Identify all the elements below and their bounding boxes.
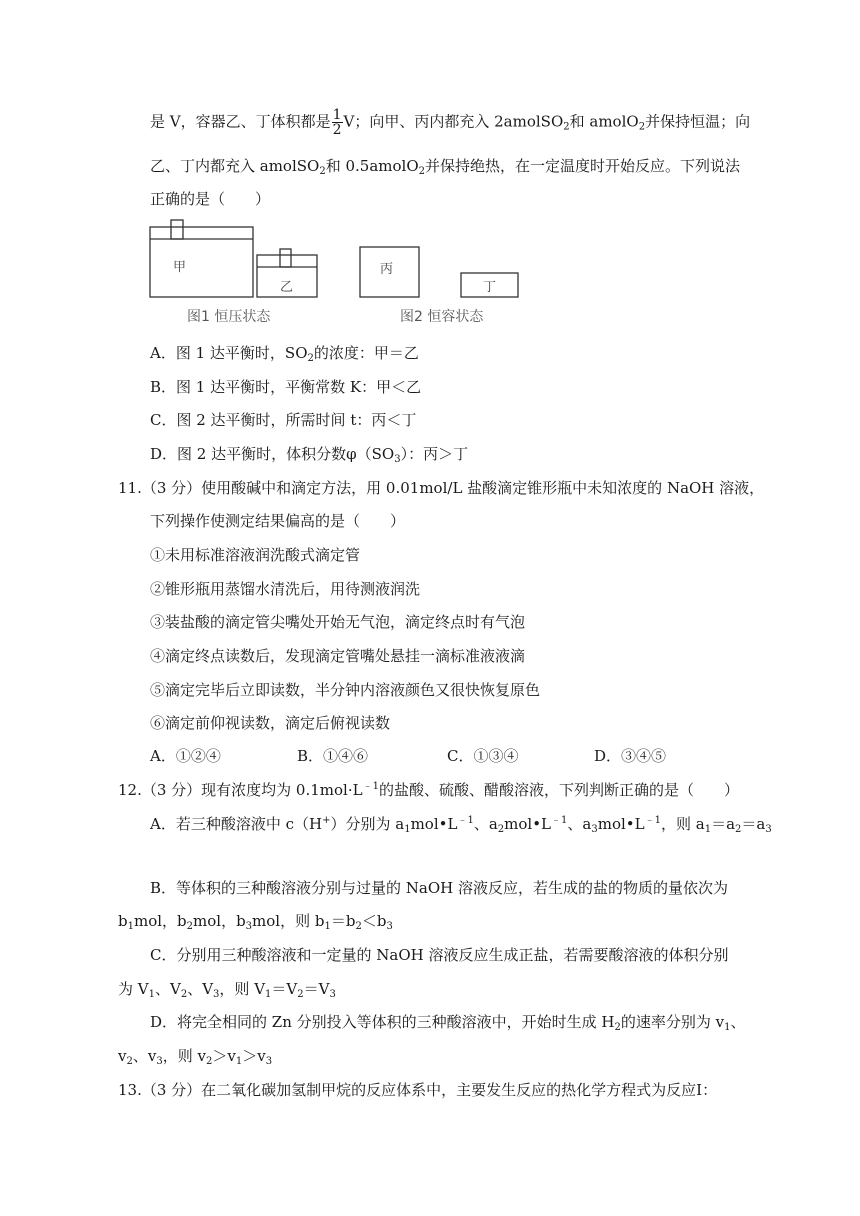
q11-option-d: D．③④⑤ (594, 747, 667, 765)
label-jia: 甲 (173, 260, 187, 275)
q11-option-a: A．①②④ (150, 747, 221, 765)
caption-fig2: 图2 恒容状态 (400, 309, 484, 325)
q12-option-d-line1: D．将完全相同的 Zn 分别投入等体积的三种酸溶液中，开始时生成 $H_2$的速率分别为 $v_1$、 (150, 1013, 746, 1033)
q12-option-a: A．若三种酸溶液中 c（H+）分别为 $a_1mol•L^{﹣1}$、$a_2mol•L^{﹣1}$、$a_3mol•L^{﹣1}$，则 $a_1=a_2=a_3$ (150, 815, 772, 835)
q10-option-b: B．图 1 达平衡时，平衡常数 K：甲＜乙 (150, 378, 422, 396)
q10-figure (145, 215, 545, 335)
q10-line2: 乙、丁内都充入 amolSO$_2$和 0.5amolO$_2$并保持绝热，在一定温度时开始反应。下列说法 (150, 157, 741, 177)
q11-item-3: ③装盐酸的滴定管尖嘴处开始无气泡，滴定终点时有气泡 (150, 613, 526, 631)
q11-item-1: ①未用标准溶液润洗酸式滴定管 (150, 546, 361, 564)
q11-line2: 下列操作使测定结果偏高的是（ ） (150, 512, 406, 530)
q12-option-d-line2: $v_2$、$v_3$，则 $v_2>v_1>v_3$ (118, 1047, 273, 1067)
q11-line1: 11.（3 分）使用酸碱中和滴定方法，用 0.01mol/L 盐酸滴定锥形瓶中未知浓度的 NaOH 溶液， (118, 479, 765, 497)
caption-fig1: 图1 恒压状态 (187, 309, 271, 325)
q11-item-4: ④滴定终点读数后，发现滴定管嘴处悬挂一滴标准液液滴 (150, 647, 526, 665)
q10-option-d: D．图 2 达平衡时，体积分数$\varphi(SO_3)$：丙＞丁 (150, 445, 469, 465)
label-yi: 乙 (280, 280, 294, 295)
label-bing: 丙 (380, 262, 394, 277)
q10-line3: 正确的是（ ） (150, 190, 271, 208)
q10-option-c: C．图 2 达平衡时，所需时间 t：丙＜丁 (150, 411, 417, 429)
fraction-half: $\frac{1}{2}$ (332, 107, 342, 138)
q11-item-6: ⑥滴定前仰视读数，滴定后俯视读数 (150, 714, 391, 732)
q12-line1: 12.（3 分）现有浓度均为 $0.1mol\cdot L^{﹣1}$的盐酸、硫酸、醋酸溶液，下列判断正确的是（ ） (118, 781, 739, 799)
q11-option-b: B．①④⑥ (297, 747, 369, 765)
container-jia (150, 227, 253, 297)
q11-item-2: ②锥形瓶用蒸馏水清洗后，用待测液润洗 (150, 580, 421, 598)
q13-line1: 13.（3 分）在二氧化碳加氢制甲烷的反应体系中，主要发生反应的热化学方程式为反应Ⅰ： (118, 1081, 718, 1099)
piston-rod-jia (171, 220, 183, 239)
label-ding: 丁 (483, 280, 497, 295)
q10-option-a: A．图 1 达平衡时，$SO_2$的浓度：甲＝乙 (150, 344, 419, 364)
q12-option-c-line1: C．分别用三种酸溶液和一定量的 NaOH 溶液反应生成正盐，若需要酸溶液的体积分别 (150, 946, 729, 964)
q11-option-c: C．①③④ (447, 747, 519, 765)
q12-option-b-line1: B．等体积的三种酸溶液分别与过量的 NaOH 溶液反应，若生成的盐的物质的量依次为 (150, 879, 729, 897)
piston-rod-yi (280, 249, 291, 267)
q10-line1: 是 V，容器乙、丁体积都是 $\frac{1}{2}$ V；向甲、丙内都充入 2amolSO$_2$和 amolO$_2$并保持恒温；向 (150, 107, 751, 138)
q12-option-b-line2: $b_1mol$，$b_2mol$，$b_3mol$，则 $b_1=b_2<b_3$ (118, 912, 393, 932)
q11-item-5: ⑤滴定完毕后立即读数，半分钟内溶液颜色又很快恢复原色 (150, 681, 541, 699)
q12-option-c-line2: 为 $V_1$、$V_2$、$V_3$，则 $V_1=V_2=V_3$ (118, 980, 336, 1000)
